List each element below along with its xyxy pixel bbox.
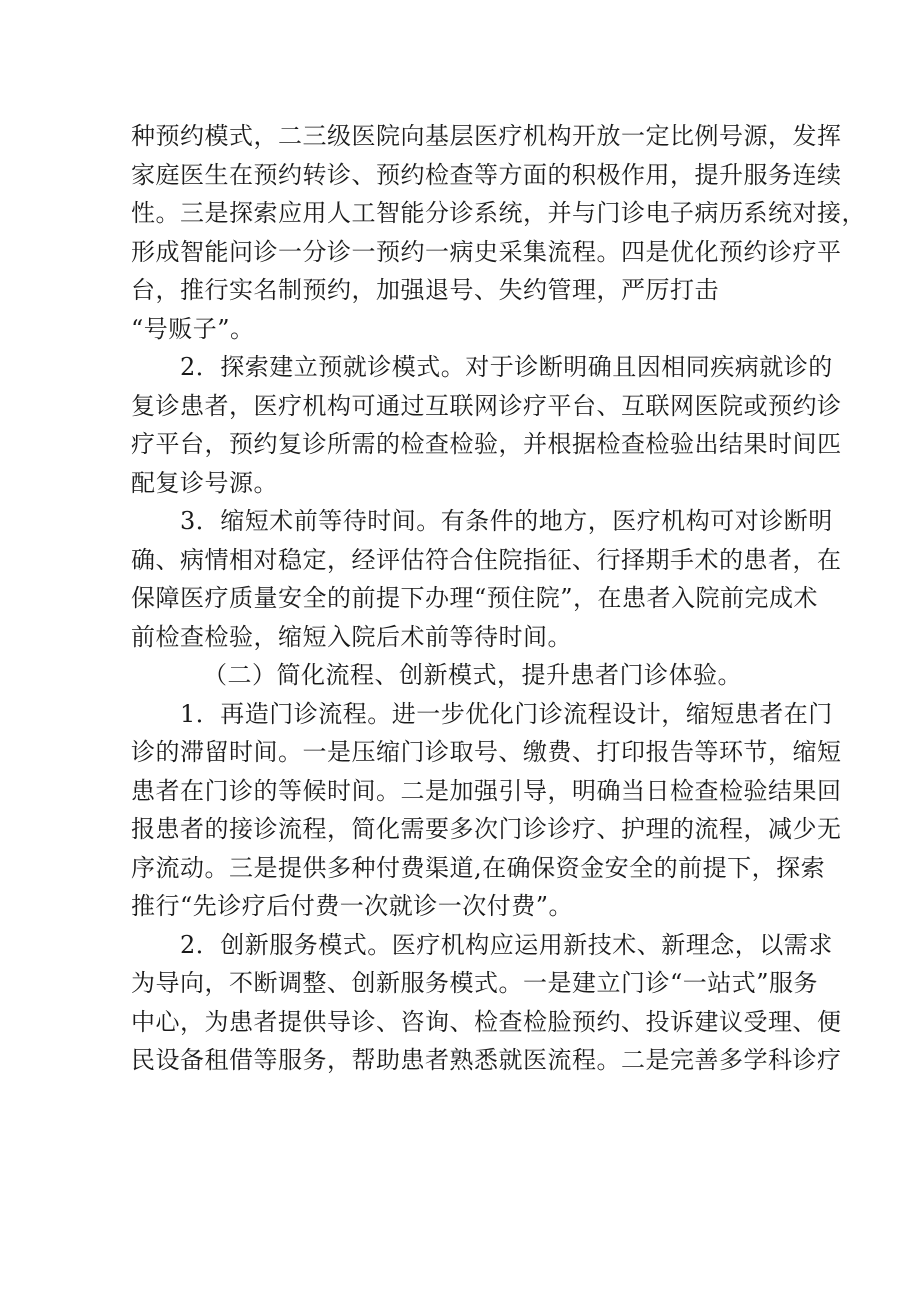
text-line: 保障医疗质量安全的前提下办理“预住院”，在患者入院前完成术 <box>131 584 819 612</box>
text-line: 家庭医生在预约转诊、预约检查等方面的积极作用，提升服务连续 <box>131 160 842 189</box>
paragraph-reengineer-process <box>131 695 842 926</box>
text-line: 报患者的接诊流程，简化需要多次门诊诊疗、护理的流程，减少无 <box>131 815 842 843</box>
text-line: “号贩子”。 <box>131 314 255 343</box>
paragraph-pre-visit-mode <box>131 348 842 502</box>
text-line: 前检查检验，缩短入院后术前等待时间。 <box>131 622 572 651</box>
text-line: 2．创新服务模式。医疗机构应运用新技术、新理念，以需求 <box>180 930 833 959</box>
text-line: 种预约模式，二三级医院向基层医疗机构开放一定比例号源，发挥 <box>131 122 842 150</box>
paragraph-innovate-service <box>131 926 842 1080</box>
text-line: 确、病情相对稳定，经评估符合住院指征、行择期手术的患者，在 <box>131 545 842 574</box>
text-line: 民设备租借等服务，帮助患者熟悉就医流程。二是完善多学科诊疗 <box>131 1046 842 1074</box>
text-line: 3．缩短术前等待时间。有条件的地方，医疗机构可对诊断明 <box>180 507 833 535</box>
text-line: 台，推行实名制预约，加强退号、失约管理，严厉打击 <box>131 276 719 304</box>
text-line: 性。三是探索应用人工智能分诊系统，并与门诊电子病历系统对接， <box>131 199 866 227</box>
text-line: 中心，为患者提供导诊、咨询、检查检脸预约、投诉建议受理、便 <box>131 1007 842 1036</box>
text-line: 2．探索建立预就诊模式。对于诊断明确且因相同疾病就诊的 <box>180 353 833 381</box>
text-line: 诊的滞留时间。一是压缩门诊取号、缴费、打印报告等环节，缩短 <box>131 738 842 766</box>
text-line: 序流动。三是提供多种付费渠道,在确保资金安全的前提下，探索 <box>131 853 826 882</box>
paragraph-appointment-modes <box>131 117 866 348</box>
section-heading <box>131 656 800 695</box>
text-line: 疗平台，预约复诊所需的检查检验，并根据检查检验出结果时间匹 <box>131 430 842 458</box>
text-line: 推行“先诊疗后付费一次就诊一次付费”。 <box>131 892 574 920</box>
text-line: 患者在门诊的等候时间。二是加强引导，明确当日检查检验结果回 <box>131 776 842 805</box>
text-line: 形成智能问诊一分诊一预约一病史采集流程。四是优化预约诊疗平 <box>131 237 842 266</box>
text-line: 复诊患者，医疗机构可通过互联网诊疗平台、互联网医院或预约诊 <box>131 391 842 420</box>
text-line: 1．再造门诊流程。进一步优化门诊流程设计，缩短患者在门 <box>180 699 833 728</box>
text-line: 为导向，不断调整、创新服务模式。一是建立门诊“一站式”服务 <box>131 969 819 997</box>
section-title: （二）简化流程、创新模式，提升患者门诊体验。 <box>203 661 742 689</box>
paragraph-preoperative-wait <box>131 502 842 656</box>
text-line: 配复诊号源。 <box>131 468 278 497</box>
